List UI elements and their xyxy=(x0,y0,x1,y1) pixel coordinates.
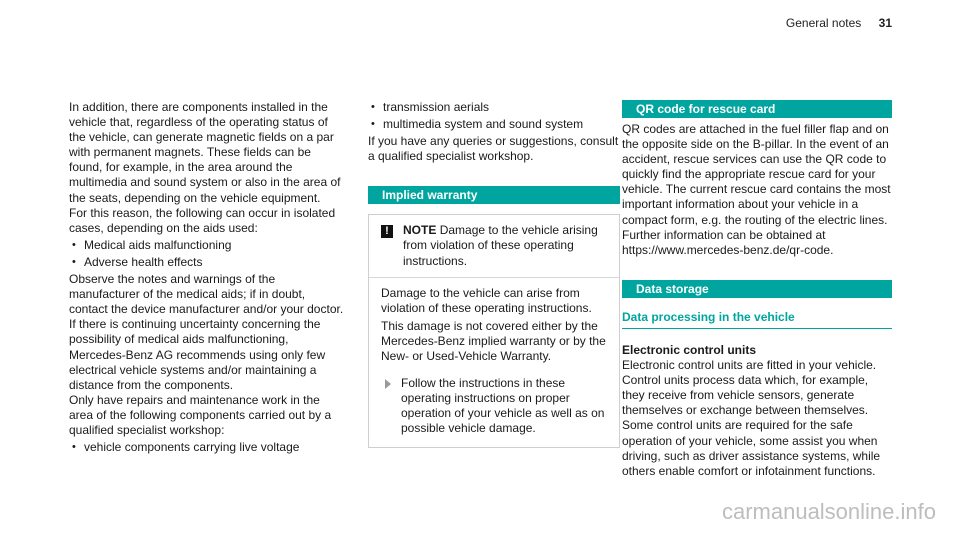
section-bar-implied-warranty: Implied warranty xyxy=(368,186,620,204)
note-header xyxy=(369,215,619,277)
page-number: 31 xyxy=(878,16,892,30)
column-left xyxy=(69,100,347,457)
arrow-right-icon xyxy=(385,379,391,389)
note-label: NOTE xyxy=(403,223,437,238)
action-text: Follow the instructions in these operating instructions on proper operation of your vehicle as well as on possible vehicle damage. xyxy=(401,376,605,436)
warning-icon: ! xyxy=(381,225,393,238)
note-body xyxy=(369,278,619,447)
page-header xyxy=(786,16,892,30)
note-box xyxy=(368,214,620,447)
paragraph: This damage is not covered either by the Mercedes-Benz implied warranty or by the New- or Used-Vehicle Warranty. xyxy=(381,318,606,364)
subheading: Data processing in the vehicle xyxy=(622,310,892,329)
column-middle xyxy=(368,100,620,448)
bold-heading: Electronic control units xyxy=(622,342,757,357)
paragraph: QR codes are attached in the fuel filler flap and on the opposite side on the B-pillar. In the event of an accident, rescue services can use the QR code to quickly find the appropriate rescue card for your vehicle. The current rescue card contains the most important information about your vehicle in a compact form, e.g. the routing of the electric lines. xyxy=(622,122,891,227)
section-title: General notes xyxy=(785,16,862,30)
watermark: carmanualsonline.info xyxy=(721,499,936,524)
list-item: • Medical aids malfunctioning xyxy=(69,238,347,253)
section-bar-data-storage: Data storage xyxy=(622,280,892,298)
list-item: • Adverse health effects xyxy=(69,255,347,270)
list-item: • transmission aerials xyxy=(368,100,620,115)
column-right xyxy=(622,100,892,479)
paragraph: Further information can be obtained at https://www.mercedes-benz.de/qr-code. xyxy=(622,227,834,257)
note-title: Damage to the vehicle arising from violation of these operating instructions. xyxy=(403,223,598,268)
action-step xyxy=(381,376,609,436)
paragraph: Observe the notes and warnings of the manufacturer of the medical aids; if in doubt, contact the device manufacturer and/or your doctor. If there is continuing uncertainty concerning the possibility of medical aids malfunctioning, Mercedes-Benz AG recommends using only few electrical vehicle systems and/or maintaining a distance from the components. xyxy=(69,272,344,392)
bullet-list xyxy=(69,440,347,455)
list-item: • multimedia system and sound system xyxy=(368,117,620,132)
note-heading xyxy=(403,223,611,268)
list-item: • vehicle components carrying live voltage xyxy=(69,440,347,455)
paragraph: Only have repairs and maintenance work in the area of the following components carried out by a qualified specialist workshop: xyxy=(69,392,332,437)
bullet-list xyxy=(368,100,620,132)
paragraph: In addition, there are components installed in the vehicle that, regardless of the operating status of the vehicle, can generate magnetic fields on a par with permanent magnets. These fields can be found, for example, in the area around the multimedia and sound system or also in the area of the seats, depending on the vehicle equipment. xyxy=(69,100,341,205)
paragraph: Damage to the vehicle can arise from violation of these operating instructions. xyxy=(381,285,592,315)
section-bar-qr-code: QR code for rescue card xyxy=(622,100,892,118)
paragraph: If you have any queries or suggestions, consult a qualified specialist workshop. xyxy=(368,134,619,164)
paragraph: Electronic control units are fitted in your vehicle. Control units process data which, for example, they receive from vehicle sensors, generate themselves or exchange between themselves. Some control units are required for the safe operation of your vehicle, some assist you when driving, such as driver assistance systems, while others enable comfort or infotainment functions. xyxy=(622,358,881,478)
paragraph: For this reason, the following can occur in isolated cases, depending on the aids used: xyxy=(69,205,336,235)
bullet-list xyxy=(69,238,347,270)
